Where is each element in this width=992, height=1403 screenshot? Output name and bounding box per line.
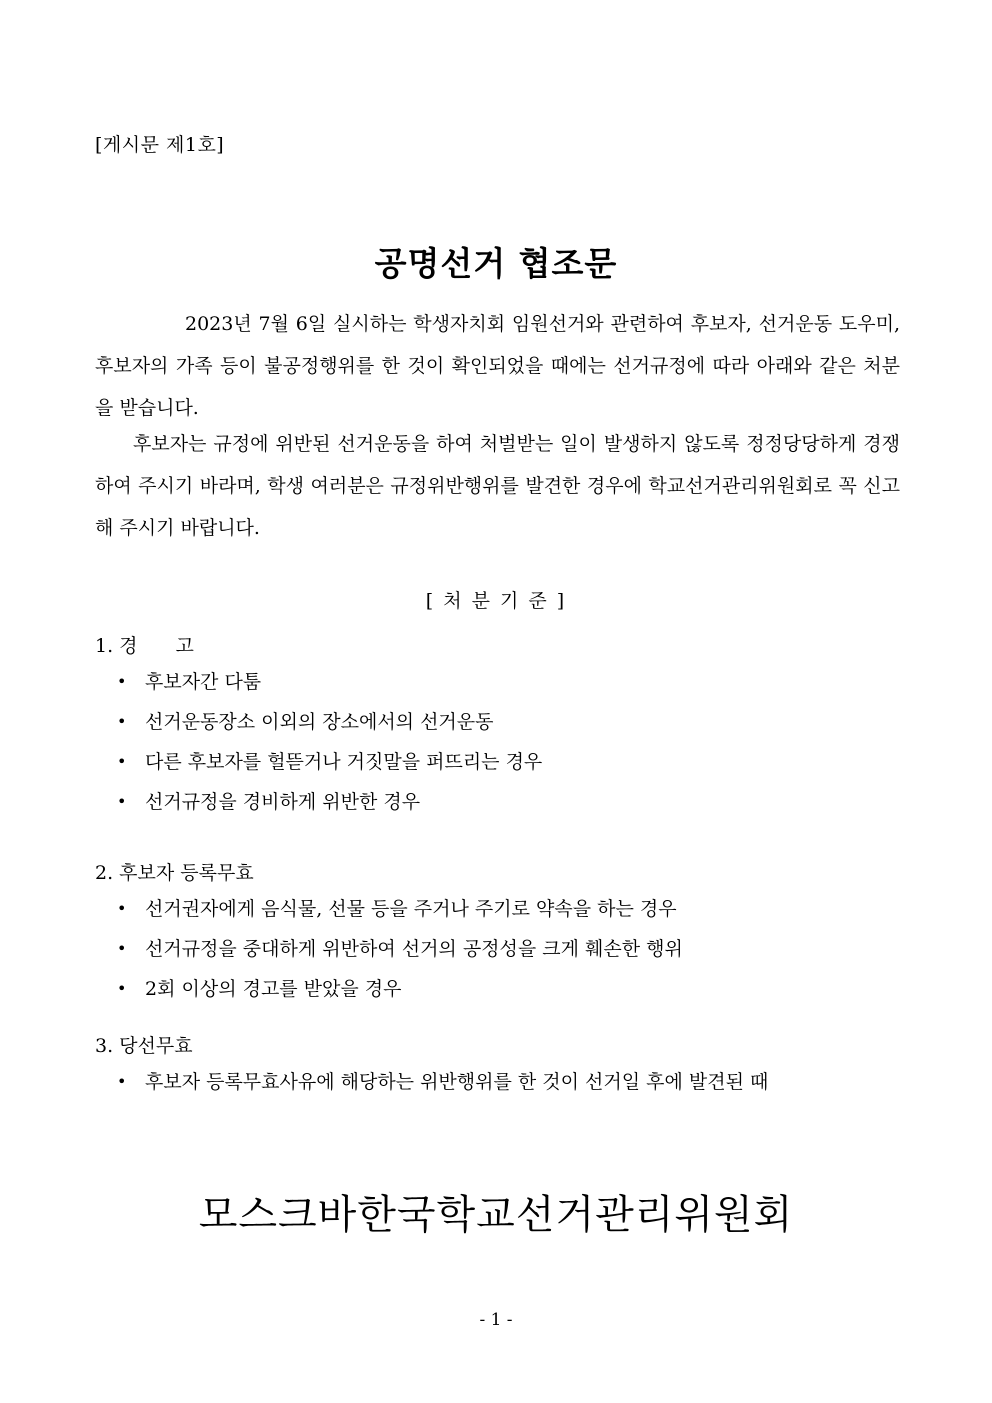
criteria-list-election-void: [117, 1062, 768, 1102]
intro-paragraph-1: 2023년 7월 6일 실시하는 학생자치회 임원선거와 관련하여 후보자, 선거운동 도우미, 후보자의 가족 등이 불공정행위를 한 것이 확인되었을 때에는 선거규정에 따라 아래와 같은 처분을 받습니다.: [95, 313, 900, 419]
notice-number: [게시문 제1호]: [95, 134, 225, 156]
list-item: • 후보자간 다툼: [117, 662, 542, 702]
list-item: • 후보자 등록무효사유에 해당하는 위반행위를 한 것이 선거일 후에 발견된 때: [117, 1062, 768, 1102]
list-item: • 다른 후보자를 헐뜯거나 거짓말을 퍼뜨리는 경우: [117, 742, 542, 782]
bullet-icon: •: [117, 979, 127, 998]
criteria-group-title-election-void: 3. 당선무효: [95, 1035, 193, 1057]
list-item: • 선거규정을 경비하게 위반한 경우: [117, 782, 542, 822]
issuing-organization: 모스크바한국학교선거관리위원회: [198, 1192, 794, 1238]
criteria-group-title-warning: 1. 경 고: [95, 635, 194, 657]
criteria-group-title-registration-void: 2. 후보자 등록무효: [95, 862, 254, 884]
bullet-icon: •: [117, 672, 127, 691]
bullet-icon: •: [117, 899, 127, 918]
page-number: - 1 -: [479, 1310, 513, 1330]
criteria-list-registration-void: [117, 889, 683, 1009]
list-item: • 2회 이상의 경고를 받았을 경우: [117, 969, 683, 1009]
bullet-icon: •: [117, 712, 127, 731]
criteria-heading: [ 처 분 기 준 ]: [425, 590, 567, 612]
list-item: • 선거권자에게 음식물, 선물 등을 주거나 주기로 약속을 하는 경우: [117, 889, 683, 929]
bullet-icon: •: [117, 752, 127, 771]
criteria-list-warning: [117, 662, 542, 822]
bullet-icon: •: [117, 939, 127, 958]
bullet-icon: •: [117, 792, 127, 811]
list-item: • 선거규정을 중대하게 위반하여 선거의 공정성을 크게 훼손한 행위: [117, 929, 683, 969]
bullet-icon: •: [117, 1072, 127, 1091]
list-item: • 선거운동장소 이외의 장소에서의 선거운동: [117, 702, 542, 742]
page-title: 공명선거 협조문: [374, 244, 618, 283]
intro-paragraph-2: 후보자는 규정에 위반된 선거운동을 하여 처벌받는 일이 발생하지 않도록 정정당당하게 경쟁하여 주시기 바라며, 학생 여러분은 규정위반행위를 발견한 경우에 학교선거관리위원회로 꼭 신고해 주시기 바랍니다.: [95, 433, 900, 539]
